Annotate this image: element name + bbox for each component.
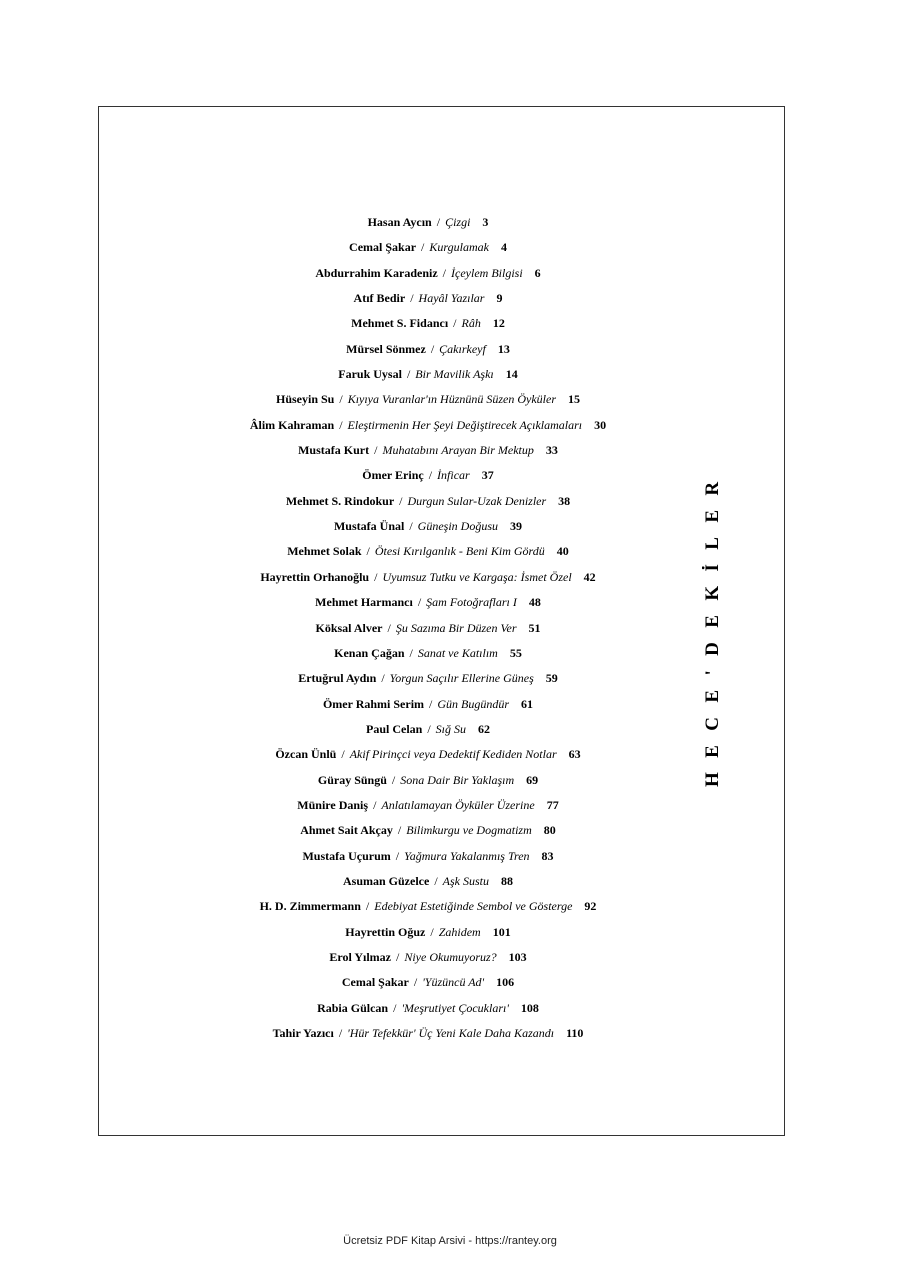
toc-title: Güneşin Doğusu <box>417 519 499 534</box>
toc-separator: / <box>414 595 425 610</box>
toc-page-number: 88 <box>501 873 513 888</box>
toc-author: Mehmet Solak <box>287 544 362 559</box>
toc-author: Paul Celan <box>365 721 423 736</box>
toc-title: Aşk Sustu <box>442 873 489 888</box>
toc-entry <box>287 542 569 567</box>
toc-entry <box>351 314 505 339</box>
toc-entry <box>302 847 553 872</box>
toc-title: Hayâl Yazılar <box>418 291 485 306</box>
toc-entry <box>334 517 522 542</box>
toc-author: Ömer Rahmi Serim <box>322 696 425 711</box>
toc-page-number: 40 <box>556 544 569 559</box>
toc-title: Sanat ve Katılım <box>417 645 498 660</box>
toc-page-number: 55 <box>509 645 522 660</box>
toc-entry <box>315 593 541 618</box>
toc-page-number: 62 <box>478 721 491 736</box>
toc-page-number: 48 <box>528 595 541 610</box>
toc-separator: / <box>384 620 394 635</box>
toc-page-number: 108 <box>520 1000 539 1015</box>
toc-entry <box>298 669 558 694</box>
toc-author: Mustafa Uçurum <box>302 848 391 863</box>
toc-title: Ötesi Kırılganlık - Beni Kim Gördü <box>374 544 545 559</box>
toc-title: Durgun Sular-Uzak Denizler <box>407 493 547 508</box>
toc-title: 'Yüzüncü Ad' <box>422 975 485 990</box>
toc-entry <box>334 644 522 669</box>
toc-title: İçeylem Bilgisi <box>451 265 523 280</box>
toc-title: Şam Fotoğrafları I <box>426 595 517 610</box>
toc-entry <box>273 1024 584 1049</box>
toc-separator: / <box>424 721 434 736</box>
toc-separator: / <box>371 443 381 458</box>
toc-page-number: 69 <box>526 772 539 787</box>
toc-title: 'Hür Tefekkür' Üç Yeni Kale Daha Kazandı <box>347 1026 555 1040</box>
toc-title: Yağmura Yakalanmış Tren <box>404 848 530 863</box>
toc-entry <box>315 619 540 644</box>
toc-author: Mustafa Ünal <box>333 519 405 534</box>
toc-page-number: 106 <box>496 975 515 990</box>
toc-title: Sona Dair Bir Yaklaşım <box>400 772 515 787</box>
toc-author: Mehmet S. Rindokur <box>285 493 395 508</box>
toc-entry <box>298 441 558 466</box>
toc-separator: / <box>425 468 436 483</box>
toc-page-number: 101 <box>492 924 511 939</box>
toc-author: Hasan Aycın <box>367 215 432 229</box>
toc-title: Kıyıya Vuranlar'ın Hüznünü Süzen Öyküler <box>347 392 557 407</box>
toc-separator: / <box>433 215 444 229</box>
toc-author: Mehmet S. Fidancı <box>351 316 449 331</box>
toc-author: Hayrettin Oğuz <box>345 924 426 939</box>
toc-page-number: 38 <box>558 493 571 508</box>
toc-entry <box>345 923 510 948</box>
table-of-contents <box>0 213 856 1049</box>
toc-title: Anlatılamayan Öyküler Üzerine <box>381 797 535 812</box>
toc-author: Erol Yılmaz <box>329 949 391 964</box>
toc-separator: / <box>378 671 388 686</box>
toc-separator: / <box>338 747 348 762</box>
toc-separator: / <box>362 899 373 914</box>
toc-page-number: 14 <box>505 367 518 382</box>
toc-separator: / <box>426 696 436 711</box>
toc-title: Yorgun Saçılır Ellerine Güneş <box>389 671 534 686</box>
toc-author: Rabia Gülcan <box>317 1000 389 1015</box>
toc-page-number: 63 <box>568 747 581 762</box>
toc-author: Cemal Şakar <box>349 240 417 255</box>
toc-title: Eleştirmenin Her Şeyi Değiştirecek Açıklamaları <box>347 417 583 432</box>
toc-page-number: 80 <box>543 823 556 838</box>
toc-separator: / <box>335 1026 346 1040</box>
toc-author: Mehmet Harmancı <box>315 595 413 610</box>
toc-page-number: 9 <box>496 291 503 306</box>
toc-entry <box>250 416 606 441</box>
toc-author: Âlim Kahraman <box>249 417 335 432</box>
toc-separator: / <box>396 493 406 508</box>
toc-entry <box>286 492 570 517</box>
toc-title: 'Meşrutiyet Çocukları' <box>401 1000 509 1015</box>
toc-separator: / <box>418 240 428 255</box>
toc-author: Özcan Ünlü <box>275 747 337 762</box>
toc-entry <box>300 821 556 846</box>
toc-author: Hayrettin Orhanoğlu <box>260 569 370 584</box>
toc-author: Ertuğrul Aydın <box>298 671 377 686</box>
toc-author: Münire Daniş <box>297 797 369 812</box>
toc-page-number: 77 <box>546 797 559 812</box>
toc-separator: / <box>406 645 416 660</box>
toc-entry <box>338 365 517 390</box>
toc-page-number: 12 <box>492 316 505 331</box>
toc-entry <box>368 213 489 238</box>
toc-page-number: 51 <box>528 620 541 635</box>
toc-title: Sığ Su <box>435 721 467 736</box>
toc-author: Mustafa Kurt <box>298 443 370 458</box>
toc-separator: / <box>370 797 380 812</box>
toc-separator: / <box>427 341 438 356</box>
toc-entry <box>260 568 595 593</box>
toc-page-number: 13 <box>497 341 510 356</box>
toc-title: Muhatabını Arayan Bir Mektup <box>382 443 534 458</box>
toc-separator: / <box>403 367 414 382</box>
toc-title: İnficar <box>437 468 470 483</box>
toc-page-number: 110 <box>566 1026 584 1040</box>
toc-separator: / <box>371 569 381 584</box>
section-title: HECE'DEKİLER <box>702 467 723 787</box>
toc-separator: / <box>431 873 441 888</box>
toc-author: H. D. Zimmermann <box>259 899 361 914</box>
toc-author: Güray Süngü <box>317 772 387 787</box>
toc-author: Atıf Bedir <box>353 291 406 306</box>
toc-separator: / <box>406 519 416 534</box>
toc-entry <box>315 264 540 289</box>
toc-page-number: 92 <box>584 899 597 914</box>
toc-separator: / <box>393 949 403 964</box>
toc-separator: / <box>410 975 421 990</box>
toc-separator: / <box>363 544 373 559</box>
toc-page-number: 61 <box>521 696 534 711</box>
toc-entry <box>346 340 510 365</box>
toc-page-number: 15 <box>568 392 581 407</box>
toc-page-number: 42 <box>583 569 596 584</box>
toc-title: Çakırkeyf <box>439 341 486 356</box>
toc-title: Bir Mavilik Aşkı <box>415 367 494 382</box>
toc-title: Zahidem <box>438 924 481 939</box>
toc-entry <box>362 466 493 491</box>
toc-page-number: 83 <box>541 848 554 863</box>
toc-title: Uyumsuz Tutku ve Kargaşa: İsmet Özel <box>382 569 572 584</box>
toc-page-number: 39 <box>510 519 523 534</box>
toc-separator: / <box>392 848 403 863</box>
footer-note: Ücretsiz PDF Kitap Arsivi - https://rantey.org <box>343 1235 557 1247</box>
toc-separator: / <box>439 265 450 280</box>
toc-page-number: 30 <box>594 417 607 432</box>
toc-entry <box>329 948 526 973</box>
toc-title: Niye Okumuyoruz? <box>404 949 497 964</box>
toc-author: Hüseyin Su <box>275 392 335 407</box>
toc-title: Bilimkurgu ve Dogmatizm <box>406 823 532 838</box>
toc-separator: / <box>394 823 405 838</box>
toc-separator: / <box>390 1000 400 1015</box>
toc-entry <box>275 745 580 770</box>
toc-entry <box>323 695 533 720</box>
toc-separator: / <box>450 316 460 331</box>
toc-entry <box>343 872 513 897</box>
toc-entry <box>297 796 558 821</box>
toc-entry <box>276 390 580 415</box>
toc-page-number: 103 <box>508 949 527 964</box>
toc-separator: / <box>427 924 437 939</box>
toc-author: Asuman Güzelce <box>342 873 430 888</box>
toc-author: Faruk Uysal <box>338 367 402 382</box>
toc-page-number: 33 <box>545 443 558 458</box>
toc-page-number: 4 <box>500 240 507 255</box>
toc-author: Cemal Şakar <box>341 975 409 990</box>
toc-page-number: 37 <box>481 468 494 483</box>
toc-separator: / <box>336 417 346 432</box>
toc-title: Râh <box>461 316 481 331</box>
toc-page-number: 6 <box>534 265 541 280</box>
toc-author: Kenan Çağan <box>334 645 405 660</box>
toc-title: Kurgulamak <box>429 240 489 255</box>
toc-title: Gün Bugündür <box>437 696 510 711</box>
toc-title: Akif Pirinçci veya Dedektif Kediden Notlar <box>349 747 557 762</box>
toc-entry <box>366 720 490 745</box>
toc-page-number: 59 <box>545 671 558 686</box>
toc-author: Mürsel Sönmez <box>346 341 426 356</box>
toc-entry <box>349 238 507 263</box>
toc-entry <box>260 897 597 922</box>
toc-separator: / <box>388 772 399 787</box>
toc-author: Abdurrahim Karadeniz <box>315 265 438 280</box>
toc-entry <box>317 999 539 1024</box>
toc-entry <box>318 771 538 796</box>
toc-author: Ahmet Sait Akçay <box>300 823 393 838</box>
toc-separator: / <box>407 291 417 306</box>
toc-separator: / <box>336 392 346 407</box>
toc-author: Tahir Yazıcı <box>272 1026 334 1040</box>
toc-entry <box>354 289 503 314</box>
toc-page-number: 3 <box>482 215 489 229</box>
toc-title: Çizgi <box>445 215 471 229</box>
toc-entry <box>342 973 514 998</box>
toc-author: Ömer Erinç <box>362 468 424 483</box>
toc-title: Edebiyat Estetiğinde Sembol ve Gösterge <box>374 899 573 914</box>
toc-author: Köksal Alver <box>315 620 383 635</box>
toc-title: Şu Sazıma Bir Düzen Ver <box>395 620 517 635</box>
